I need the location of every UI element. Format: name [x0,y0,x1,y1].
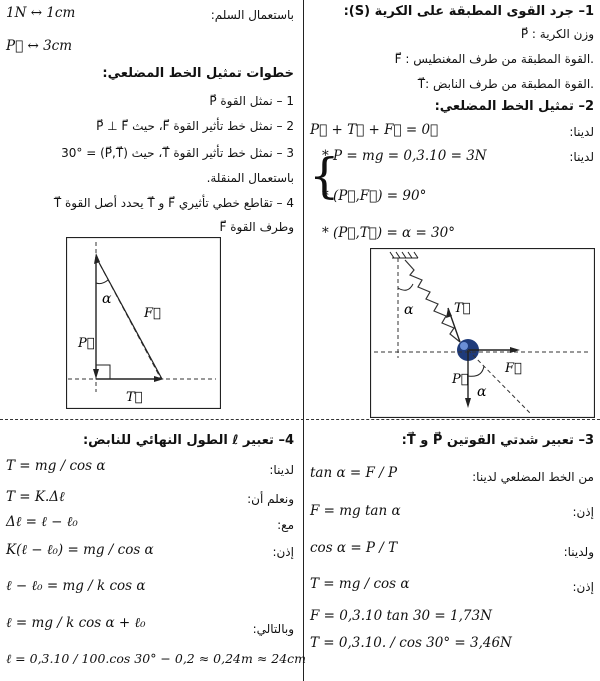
brace: { [309,148,340,204]
eq-t-mg: T = mg / cos α [6,458,106,474]
label-p: P⃗ [78,336,95,351]
label-therefore: وبالتالي: [252,622,294,636]
step-4-continued: وطرف القوة F⃗ [219,220,294,234]
scale-p: P⃗ ↔ 3cm [6,38,73,54]
label-p: P⃗ [452,372,469,387]
label-alpha: α [404,302,414,318]
step-3: 3 – نمثل خط تأثير القوة T⃗، حيث (P⃗,T⃗) = 30° [61,146,294,160]
figure-frame [67,238,221,409]
spring-axis-extension [468,350,530,413]
weight-value: * P = mg = 0,3.10 = 3N [322,148,487,164]
eq-l-minus-l0: ℓ − ℓ₀ = mg / k cos α [6,578,146,594]
step-4: 4 – تقاطع خطي تأثيري F⃗ و T⃗ يحدد أصل القوة T⃗ [53,196,294,210]
eq-hooke: T = K.Δℓ [6,489,65,505]
label-and-we-have: ولدينا: [563,545,594,559]
ball-highlight [460,342,468,350]
heading-intensities: 3– تعبير شدتي القوتين P⃗ و T⃗: [401,433,594,448]
heading-polygon: 2– تمثيل الخط المضلعي: [434,99,594,114]
alpha-arc-2 [468,366,484,376]
label-t: T⃗ [126,390,143,405]
eq-t-expression: T = mg / cos α [310,576,410,592]
scale-value: 1N ↔ 1cm [6,5,76,21]
eq-f-value: F = 0,3.10 tan 30 = 1,73N [310,608,492,624]
heading-final-length: 4– تعبير ℓ الطول النهائي للنابض: [82,433,294,448]
label-t: T⃗ [454,301,471,316]
label-with: مع: [277,518,294,532]
force-p-desc: P⃗ : وزن الكرية [520,27,594,41]
eq-t-value: T = 0,3.10. / cos 30° = 3,46N [310,635,512,651]
spring [405,260,460,342]
equilibrium-equation: P⃗ + T⃗ + F⃗ = 0⃗ [310,122,439,138]
label-alpha: α [102,291,112,307]
label-f: F⃗ [505,361,522,376]
step-3-continued: باستعمال المنقلة. [206,171,294,185]
label-from-polygon: من الخط المضلعي لدينا: [472,470,594,484]
angle-pt: * (P⃗,T⃗) = α = 30° [322,225,455,241]
step-1: 1 – نمثل القوة P⃗ [209,94,294,108]
vector-t-head [154,376,164,382]
angle-pf: * (P⃗,F⃗) = 90° [322,188,427,204]
step-2: 2 – نمثل خط تأثير القوة F⃗، حيث P⃗ ⊥ F⃗ [96,119,294,133]
eq-l-expression: ℓ = mg / k cos α + ℓ₀ [6,615,146,631]
center-divider-bottom [303,418,304,681]
ceiling-hatch [390,252,418,258]
eq-delta-l: Δℓ = ℓ − ℓ₀ [6,514,78,530]
label-hence-2: إذن: [572,580,594,594]
force-t-desc: T⃗: القوة المطبقة من طرف النابض. [417,77,594,91]
center-divider-top [303,0,304,418]
vector-p-head [465,398,471,408]
alpha-arc [398,284,413,290]
eq-tan: tan α = F / P [310,465,398,481]
label-hence-1: إذن: [572,505,594,519]
eq-k-delta: K(ℓ − ℓ₀) = mg / cos α [6,542,154,558]
label-we-have: لدينا: [269,463,294,477]
heading-steps: خطوات تمثيل الخط المضلعي: [102,66,294,81]
scale-label: باستعمال السلم: [210,8,294,22]
label-alpha-2: α [477,384,487,400]
force-f-desc: F⃗ : القوة المطبقة من طرف المغنطيس. [394,52,594,66]
eq-cos: cos α = P / T [310,540,398,556]
horizontal-divider [0,419,600,420]
label-we-have-1: لدينا: [569,125,594,139]
label-f: F⃗ [144,306,161,321]
eq-f-expression: F = mg tan α [310,503,401,519]
spring-ball-figure [370,248,595,418]
heading-inventory: 1– جرد القوى المطبقة على الكرية (S): [343,4,594,19]
eq-l-value: ℓ = 0,3.10 / 100.cos 30° − 0,2 ≈ 0,24m ≈ 24cm [6,651,307,666]
label-hence: إذن: [272,545,294,559]
label-we-have-2: لدينا: [569,150,594,164]
label-we-know: ونعلم أن: [247,492,294,506]
force-polygon-figure [66,237,221,409]
alpha-arc [96,280,108,284]
